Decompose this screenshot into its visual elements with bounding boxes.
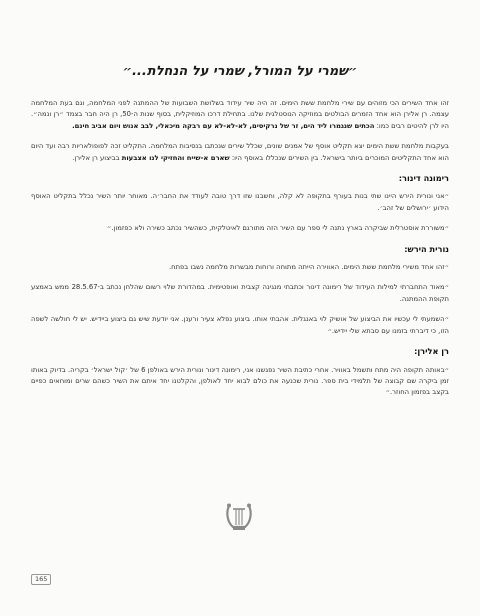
speaker-heading-ran: רן אלירן: — [414, 346, 449, 357]
quote-rimona-2: ״משוררת אוסטרלית שביקרה בארץ נתנה לי ספר עם השיר הזה מתורגם לאיטלקית, כשהשיר נכתב כשירה ולא כפזמון.״ — [107, 224, 449, 233]
intro-text-2-end: בביצוע רן אלירן. — [72, 153, 122, 162]
intro-paragraph-1 — [31, 98, 449, 132]
quote-rimona-1: ״אני ונורית הירש היינו שתי בנות בעורף בתקופה לא קלה, וחשבנו שזו דרך טובה לעודד את החבר׳ה. מאוחר יותר השיר נכלל בתקליט האוסף הידוע ׳ירושלים של זהב׳. — [31, 192, 449, 212]
quote-ran-1: ״באותה תקופה היה מתח ותשמל באוויר. אחרי כתיבת השיר נפגשנו אני, רימונה דינור ונורית הירש באולפן 6 של ׳קול ישראל׳ בקריה. בדיוק באותו זמן ביקרה שם קבוצה של תלמידי בית ספר. נורית שכנעה את כולם לבוא יחד לאולפן, והקלטנו יחד איתם את השיר כשהם שרים ומוחאים כפיים בקצב בפזמון החוזר.״ — [31, 365, 450, 397]
speaker-heading-rimona: רימונה דינור: — [398, 173, 449, 184]
quote-nurit-2: ״מאוד התחברתי למילות העידוד של רימונה דינור וכתבתי מנגינה קצבית ואופטימית. במהדורת שלוי רשום שהלחן נכתב ב-28.5.67 ממש באמצע תקופת ההמתנה. — [31, 283, 450, 303]
intro-hits-bold: הכתים שנגמרו ליד הים, זר של נרקיסים, לא-לא-לא עם רבקה מיכאלי, לבב אנוש ויום אביב חינם. — [72, 121, 375, 130]
quote-nurit-3: ״השמעתי לי עכשיו את הביצוע של אושיק לוי באנגלית. אהבתי אותו. ביצוע נפלא צעיר ורענן. אני יודעת שיש גם ביצוע ביידיש. יש לי חולשה לשפה הזו, כי דיברתי בזמנו עם סבתא שלי יידיש.״ — [31, 315, 449, 335]
page-number: 165 — [31, 574, 51, 585]
intro-text-1: זהו אחד השירים הכי מזוהים עם שירי מלחמת ששת הימים. זה היה שיר עידוד בשלושת השבועות של ההמתנה לפני המלחמה, וגם בעת המלחמה עצמה. רן אלירן הוא אחד הזמרים הבולטים במוזיקה הנוסטלגית שלנו. בתחילת דרכו המוזיקלית, בסוף שנות ה-50, רן היה חבר בצמד ״רן ונמה״. היו לרן להיטים רבים כמו: — [31, 99, 450, 130]
lyre-icon — [222, 500, 256, 534]
page-title: ״שמרי על המורל, שמרי על הנחלת...״ — [122, 64, 358, 79]
intro-text-2: בעקבות מלחמת ששת הימים יצא תקליט אוסף של אמנים שונים, שכלל שירים שנכתבו בנסיבות המלחמה. התקליט זכה לפופולאריות רבה ועד היום הוא אחד התקליטים המוכרים ביותר בישראל. בין השירים שנכללו באוסף היו: — [31, 142, 449, 162]
quote-nurit-1: ״זהו אחד משירי מלחמת ששת הימים. האווירה הייתה מתוחה ורוחות מבשרות מלחמה נשבו בפתח. — [168, 263, 449, 272]
intro-paragraph-2 — [31, 141, 449, 164]
speaker-heading-nurit: נורית הירש: — [404, 243, 449, 254]
intro-songs-bold: שארם א-שייח והחזיקי לנו אצבעות — [121, 153, 230, 162]
article-body — [31, 98, 449, 408]
